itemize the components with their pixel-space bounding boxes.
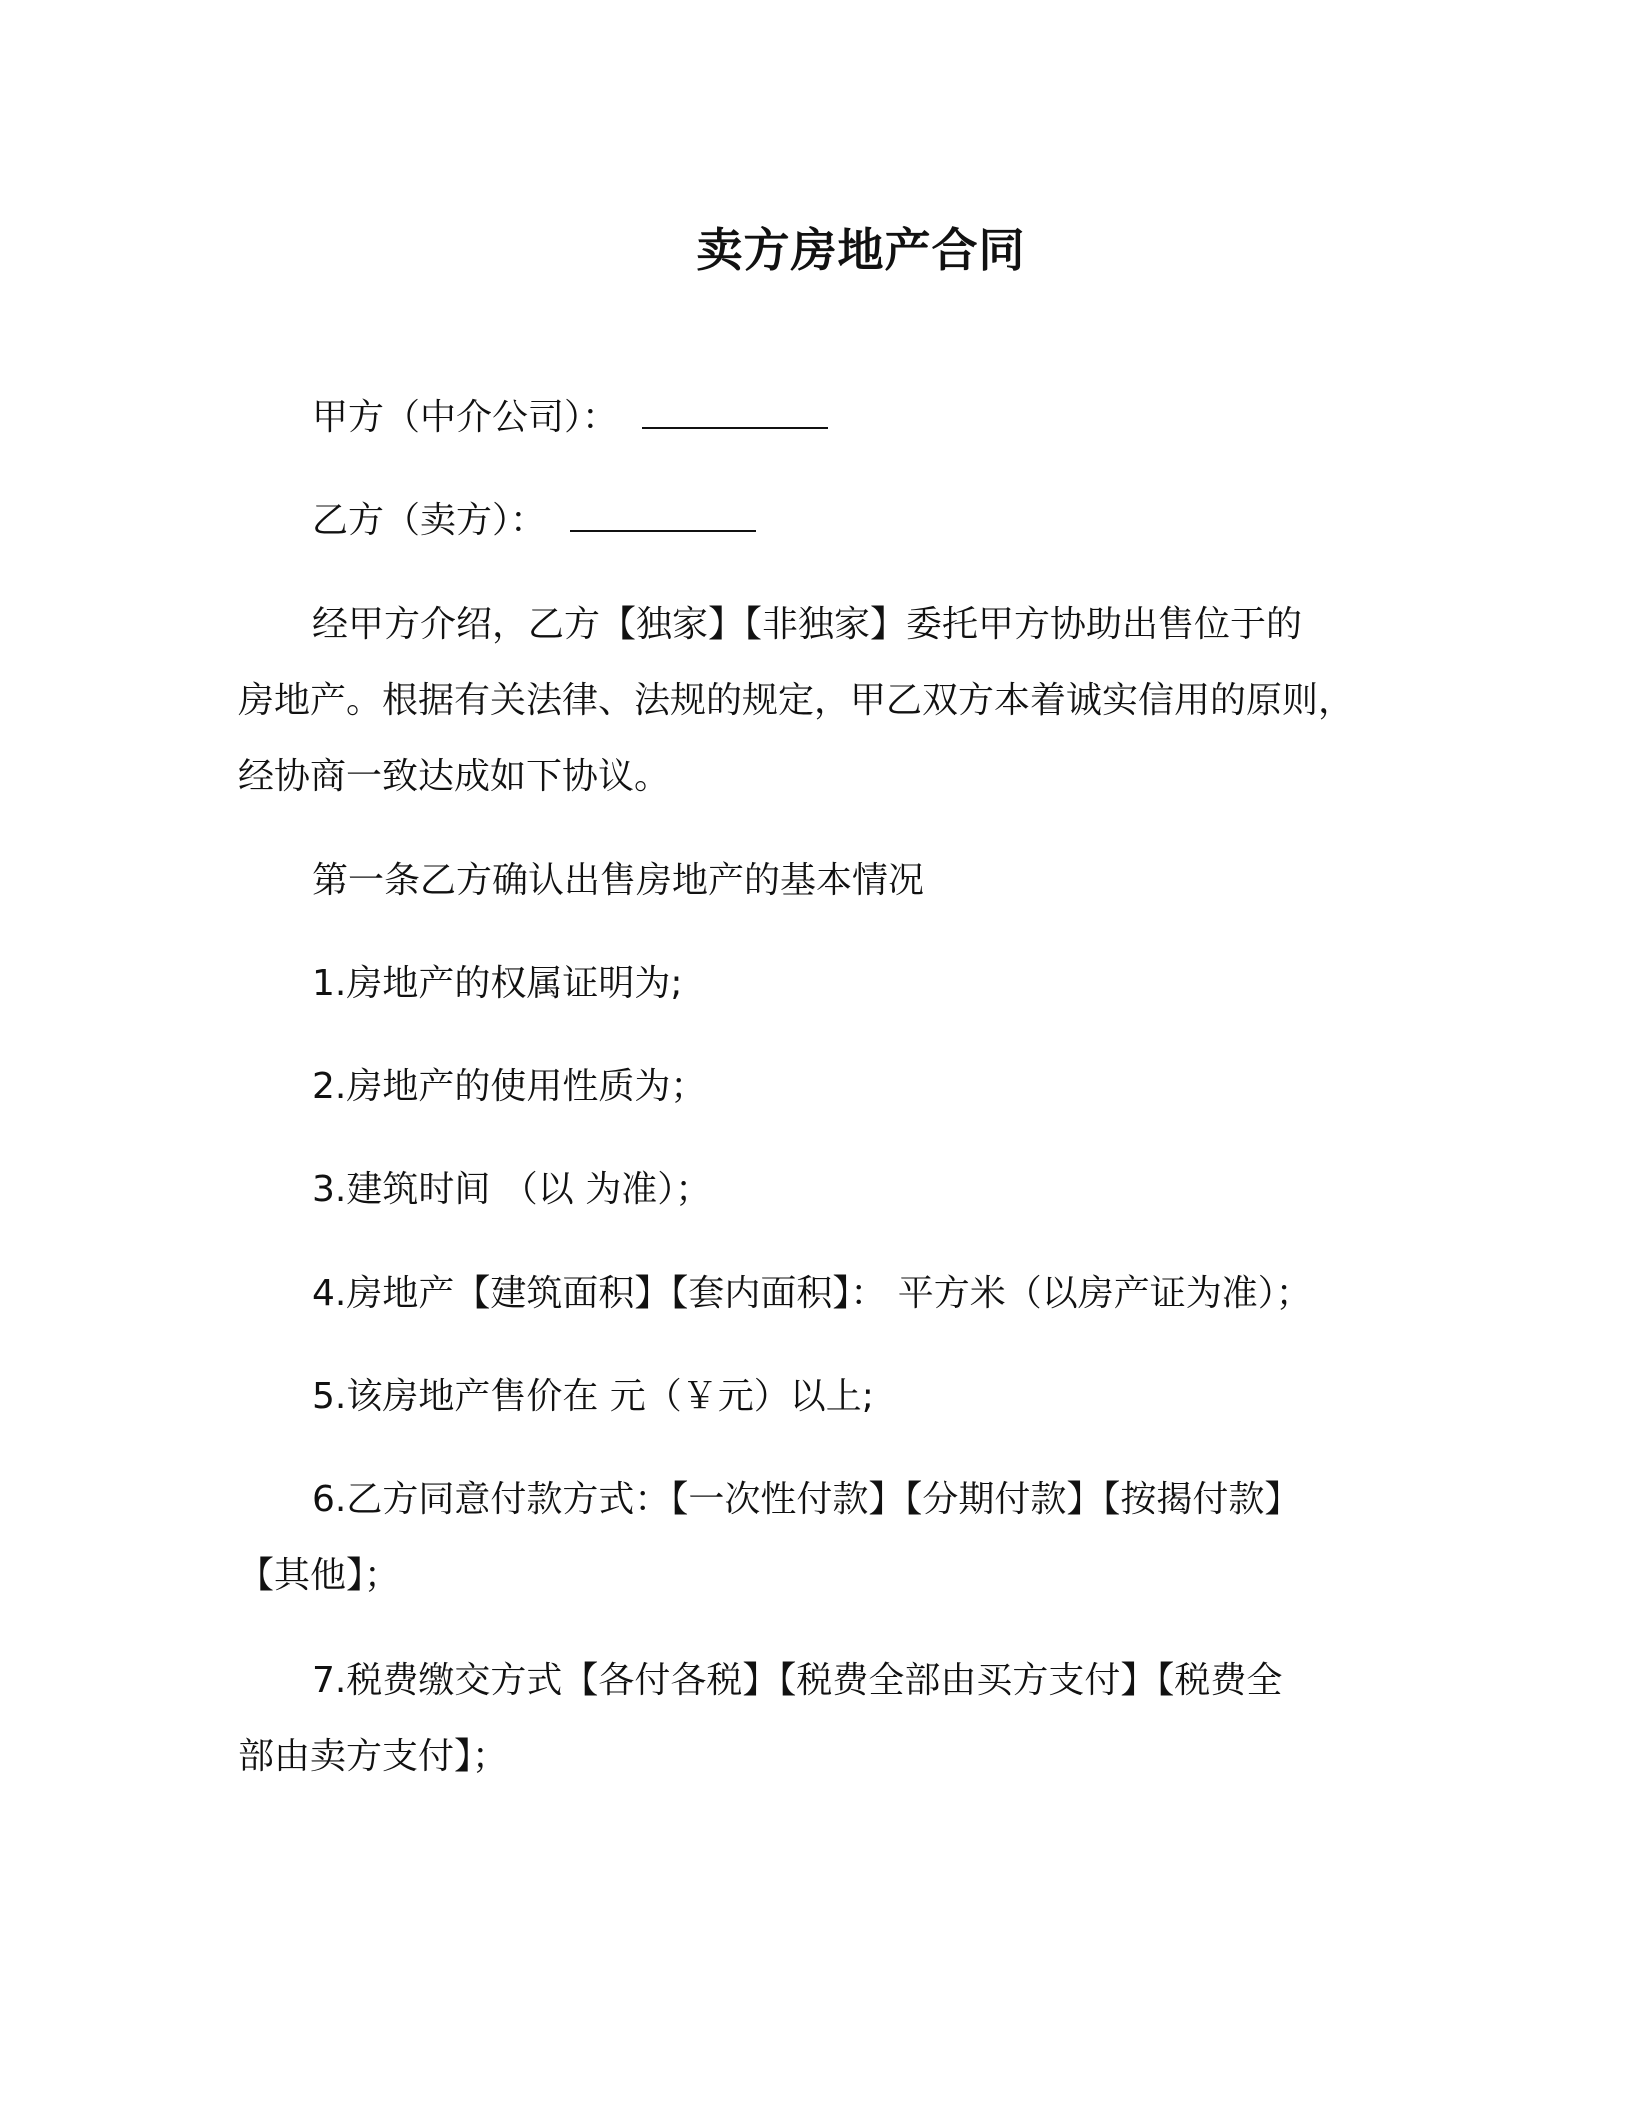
intro-line-1: 经甲方介绍，乙方【独家】【非独家】委托甲方协助出售位于的 xyxy=(312,604,1303,645)
party-a-blank xyxy=(642,397,828,429)
party-b-blank xyxy=(570,500,756,532)
item-4: 4.房地产【建筑面积】【套内面积】： 平方米（以房产证为准）； xyxy=(312,1273,1312,1314)
party-b-line xyxy=(312,496,756,546)
item-5: 5.该房地产售价在 元（￥元）以上; xyxy=(312,1376,874,1417)
item-7-line-2: 部由卖方支付】； xyxy=(238,1736,509,1777)
intro-line-3: 经协商一致达成如下协议。 xyxy=(238,756,671,797)
item-2: 2.房地产的使用性质为； xyxy=(312,1066,707,1107)
article-1-heading: 第一条乙方确认出售房地产的基本情况 xyxy=(312,860,925,901)
item-6-line-1: 6.乙方同意付款方式：【一次性付款】【分期付款】【按揭付款】 xyxy=(312,1479,1301,1520)
party-b-label: 乙方（卖方）： xyxy=(312,500,547,541)
party-a-line xyxy=(312,393,828,443)
item-1: 1.房地产的权属证明为; xyxy=(312,963,683,1004)
item-3: 3.建筑时间 （以 为准）； xyxy=(312,1169,712,1210)
document-title: 卖方房地产合同 xyxy=(696,223,1026,277)
item-7-line-1: 7.税费缴交方式【各付各税】【税费全部由买方支付】【税费全 xyxy=(312,1660,1283,1701)
party-a-label: 甲方（中介公司）： xyxy=(312,397,619,438)
intro-line-2: 房地产。根据有关法律、法规的规定，甲乙双方本着诚实信用的原则， xyxy=(238,680,1355,721)
item-6-line-2: 【其他】； xyxy=(238,1555,401,1596)
